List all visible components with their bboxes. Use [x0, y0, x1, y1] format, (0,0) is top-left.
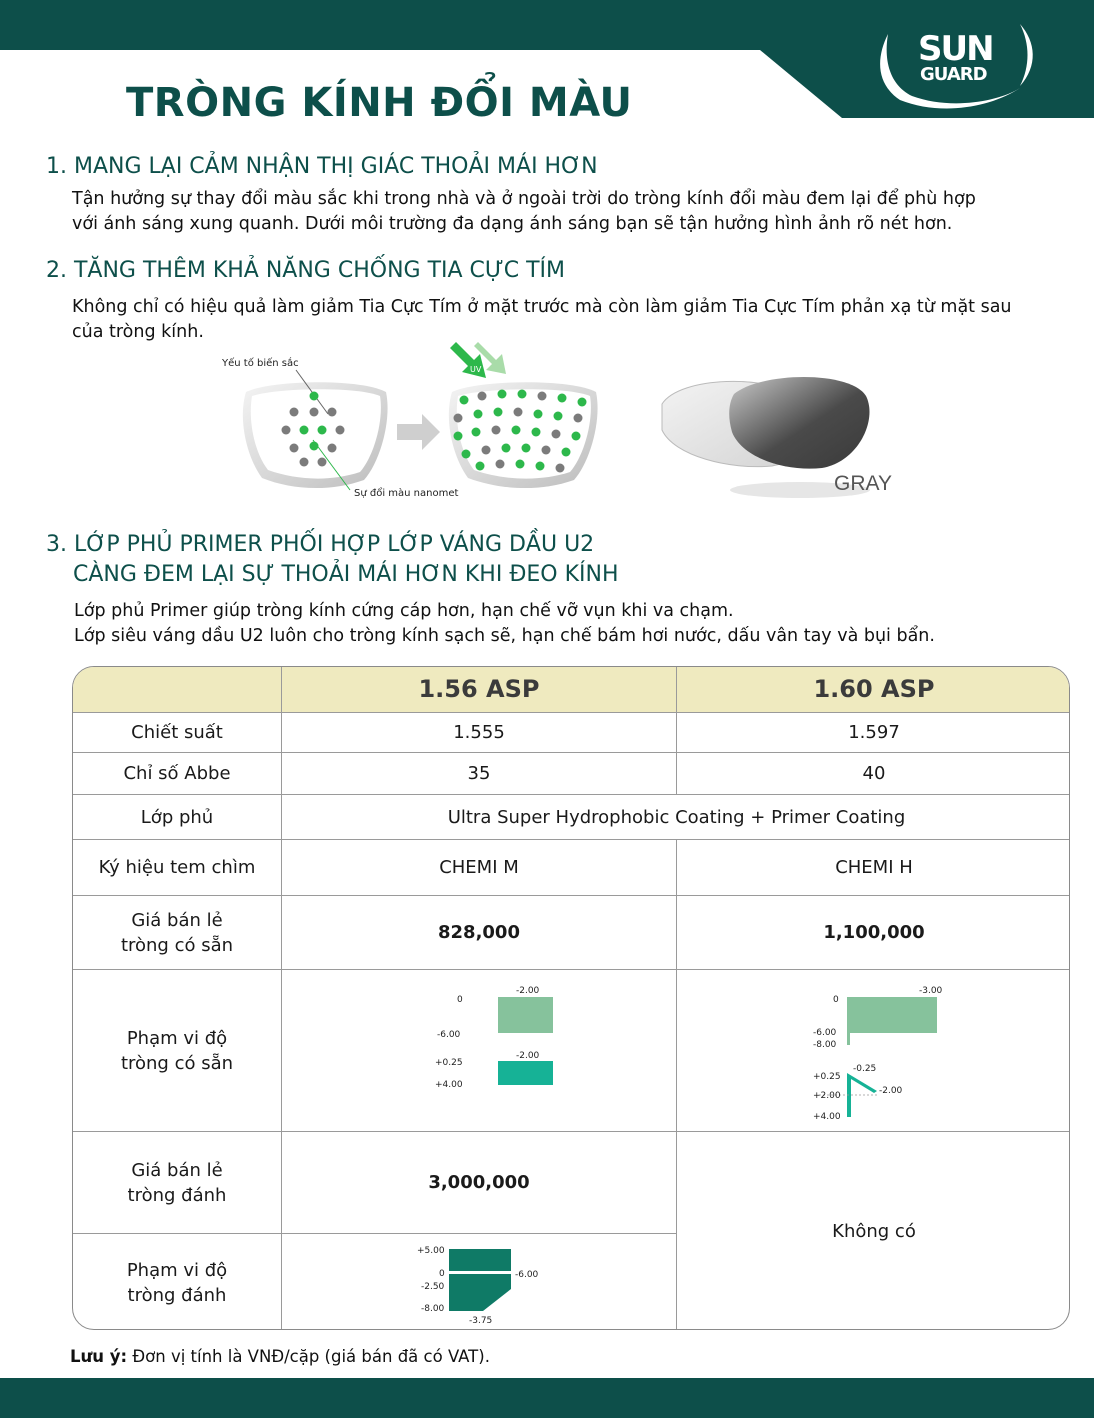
section-2-line-1: Không chỉ có hiệu quả làm giảm Tia Cực Tím ở mặt trước mà còn làm giảm Tia Cực Tím phản xạ từ mặt sau — [72, 297, 1012, 317]
molecule-dot — [502, 444, 511, 453]
row-label-price-rx-line-1: Giá bán lẻ — [131, 1159, 223, 1181]
sunguard-logo — [870, 18, 1040, 110]
range-160-cyl-minus: -3.00 — [919, 986, 943, 996]
spec-table — [72, 666, 1070, 1330]
molecule-dot — [494, 408, 503, 417]
range-rx-sph-plus5: +5.00 — [417, 1246, 445, 1256]
uv-label: UV — [470, 365, 482, 374]
range-rx-sph-minus25: -2.50 — [421, 1282, 445, 1292]
molecule-dot — [562, 448, 571, 457]
range-chart-stock-156 — [423, 981, 553, 1091]
range-156-sph-minus6: -6.00 — [437, 1030, 461, 1040]
gray-label: GRAY — [834, 472, 892, 495]
molecule-dot — [512, 426, 521, 435]
cell-abbe-160: 40 — [862, 763, 886, 784]
molecule-dot — [300, 458, 309, 467]
footnote — [70, 1347, 490, 1366]
molecule-dot — [518, 390, 527, 399]
section-3-heading-line-2: CÀNG ĐEM LẠI SỰ THOẢI MÁI HƠN KHI ĐEO KÍNH — [73, 562, 619, 587]
logo-text-guard: GUARD — [920, 64, 987, 85]
molecule-dot — [328, 408, 337, 417]
molecule-dot — [522, 444, 531, 453]
range-rx-sph-minus8: -8.00 — [421, 1304, 445, 1314]
molecule-dot — [318, 426, 327, 435]
section-1-text — [72, 187, 976, 237]
molecule-dot — [290, 444, 299, 453]
molecule-dot — [310, 408, 319, 417]
molecule-dot — [498, 390, 507, 399]
range-160-cyl-b: -2.00 — [879, 1086, 903, 1096]
section-2-line-2: của tròng kính. — [72, 322, 204, 342]
cell-coating: Ultra Super Hydrophobic Coating + Primer Coating — [447, 806, 906, 828]
arrow-right-icon — [397, 414, 440, 450]
row-label-price-rx — [73, 1132, 281, 1233]
cell-abbe-156: 35 — [467, 763, 491, 784]
cell-stamp-156: CHEMI M — [439, 857, 519, 878]
molecule-dot — [514, 408, 523, 417]
range-block-minus-156 — [498, 997, 553, 1033]
cell-refractive-156: 1.555 — [453, 722, 505, 743]
section-2-heading: 2. TĂNG THÊM KHẢ NĂNG CHỐNG TIA CỰC TÍM — [46, 258, 566, 283]
row-label-range-rx-line-1: Phạm vi độ — [126, 1259, 228, 1281]
molecule-dot — [336, 426, 345, 435]
photochromic-illustration — [0, 340, 1094, 510]
section-3-text — [74, 599, 935, 649]
row-label-refractive: Chiết suất — [131, 722, 223, 743]
section-3-line-2: Lớp siêu váng dầu U2 luôn cho tròng kính sạch sẽ, hạn chế bám hơi nước, dấu vân tay và bụi bẩn. — [74, 626, 935, 646]
molecule-dot — [558, 394, 567, 403]
range-rx-cyl-b: -3.75 — [469, 1316, 493, 1325]
cell-price-rx-156: 3,000,000 — [428, 1172, 530, 1193]
row-label-price-stock — [73, 896, 281, 969]
molecule-dot — [538, 392, 547, 401]
range-160-sph-plus2: +2.00 — [813, 1091, 841, 1101]
section-3-heading — [46, 530, 619, 590]
molecule-dot — [300, 426, 309, 435]
range-160-sph-0: 0 — [833, 995, 839, 1005]
row-label-range-rx — [73, 1234, 281, 1330]
cell-stamp-160: CHEMI H — [835, 857, 913, 878]
row-label-range-stock-line-1: Phạm vi độ — [126, 1027, 228, 1049]
range-156-sph-plus4: +4.00 — [435, 1080, 463, 1090]
molecule-dot — [310, 442, 319, 451]
range-chart-rx-156 — [413, 1241, 553, 1325]
cell-price-stock-160: 1,100,000 — [823, 922, 925, 943]
row-label-stamp: Ký hiệu tem chìm — [98, 857, 256, 878]
molecule-dot — [482, 446, 491, 455]
range-160-sph-minus6: -6.00 — [813, 1028, 837, 1038]
molecule-dot — [516, 460, 525, 469]
section-1-line-1: Tận hưởng sự thay đổi màu sắc khi trong nhà và ở ngoài trời do tròng kính đổi màu đem lại để phù hợp — [72, 189, 976, 209]
row-label-price-rx-line-2: tròng đánh — [127, 1184, 227, 1206]
molecule-dot — [462, 450, 471, 459]
molecule-dot — [310, 392, 319, 401]
row-label-price-stock-line-2: tròng có sẵn — [120, 934, 234, 956]
molecule-dot — [290, 408, 299, 417]
range-block-plus-156 — [498, 1061, 553, 1085]
cell-refractive-160: 1.597 — [848, 722, 900, 743]
cell-price-stock-156: 828,000 — [438, 922, 520, 943]
footer-band — [0, 1378, 1094, 1418]
molecule-dot — [552, 430, 561, 439]
row-label-range-stock-line-2: tròng có sẵn — [120, 1052, 234, 1074]
molecule-dot — [474, 410, 483, 419]
range-156-cyl-plus: -2.00 — [516, 1051, 540, 1061]
footnote-label: Lưu ý: — [70, 1347, 128, 1366]
molecule-dot — [460, 396, 469, 405]
molecule-dot — [328, 444, 337, 453]
range-block-minus-160-wide — [847, 997, 937, 1033]
row-label-abbe: Chỉ số Abbe — [123, 763, 231, 784]
molecule-dot — [532, 428, 541, 437]
footnote-text: Đơn vị tính là VNĐ/cặp (giá bán đã có VAT). — [127, 1347, 490, 1366]
column-header-156: 1.56 ASP — [418, 675, 540, 703]
molecule-dot — [534, 410, 543, 419]
row-label-range-stock — [73, 970, 281, 1131]
molecule-dot — [492, 426, 501, 435]
range-160-sph-minus8: -8.00 — [813, 1040, 837, 1050]
molecule-dot — [476, 462, 485, 471]
molecule-dot — [542, 446, 551, 455]
range-156-cyl-minus: -2.00 — [516, 986, 540, 996]
label-factor: Yếu tố biến sắc — [222, 358, 299, 369]
range-block-minus-160-narrow — [847, 1033, 850, 1045]
molecule-dot — [318, 458, 327, 467]
row-label-price-stock-line-1: Giá bán lẻ — [131, 909, 223, 931]
label-nano: Sự đổi màu nanomet — [354, 488, 459, 499]
range-156-sph-0: 0 — [457, 995, 463, 1005]
range-156-sph-plus025: +0.25 — [435, 1058, 463, 1068]
range-rx-sph-0: 0 — [439, 1269, 445, 1279]
molecule-dot — [578, 398, 587, 407]
uv-arrow-icon — [450, 342, 506, 378]
molecule-dot — [454, 432, 463, 441]
molecule-dot — [572, 432, 581, 441]
range-160-cyl-a: -0.25 — [853, 1064, 877, 1074]
section-1-line-2: với ánh sáng xung quanh. Dưới môi trường đa dạng ánh sáng bạn sẽ tận hưởng hình ảnh rõ nét hơn. — [72, 214, 953, 234]
molecule-dot — [536, 462, 545, 471]
molecule-dot — [574, 414, 583, 423]
molecule-dot — [554, 412, 563, 421]
molecule-dot — [472, 428, 481, 437]
section-1-heading: 1. MANG LẠI CẢM NHẬN THỊ GIÁC THOẢI MÁI HƠN — [46, 154, 598, 179]
range-160-sph-plus025: +0.25 — [813, 1072, 841, 1082]
row-label-coating: Lớp phủ — [140, 806, 214, 828]
range-block-rx-156 — [449, 1249, 511, 1311]
molecule-dot — [556, 464, 565, 473]
range-rx-cyl-a: -6.00 — [515, 1270, 539, 1280]
range-chart-stock-160 — [811, 981, 961, 1123]
logo-text-sun: SUN — [918, 29, 993, 69]
molecule-dot — [454, 414, 463, 423]
molecule-dot — [282, 426, 291, 435]
page-title: TRÒNG KÍNH ĐỔI MÀU — [126, 80, 633, 126]
column-header-160: 1.60 ASP — [813, 675, 935, 703]
section-3-line-1: Lớp phủ Primer giúp tròng kính cứng cáp hơn, hạn chế vỡ vụn khi va chạm. — [74, 601, 734, 621]
molecule-dot — [496, 460, 505, 469]
molecule-dot — [478, 392, 487, 401]
section-2-text — [72, 295, 1012, 345]
section-3-heading-line-1: 3. LỚP PHỦ PRIMER PHỐI HỢP LỚP VÁNG DẦU U2 — [46, 532, 595, 557]
range-160-sph-plus4: +4.00 — [813, 1112, 841, 1122]
row-label-range-rx-line-2: tròng đánh — [127, 1284, 227, 1306]
cell-rx-160-unavailable: Không có — [832, 1221, 916, 1242]
